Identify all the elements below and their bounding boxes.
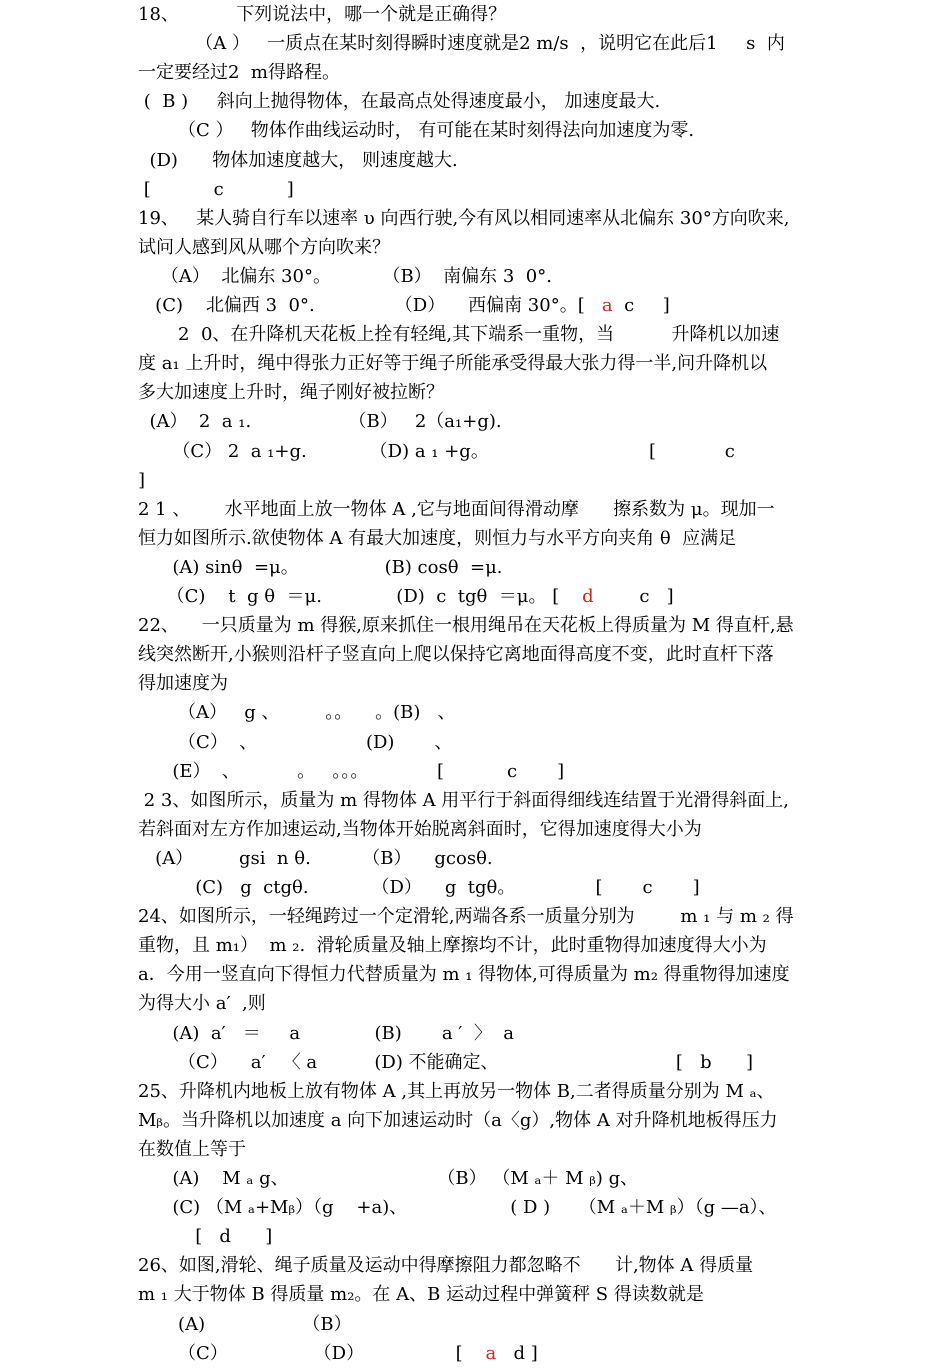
- line-text: 多大加速度上升时，绳子刚好被拉断？: [138, 382, 444, 404]
- text-line: [138, 0, 818, 29]
- line-text: (A) （B）: [138, 1313, 352, 1335]
- answer-mark-red: d: [582, 586, 594, 607]
- text-line: [138, 815, 818, 844]
- line-text: (C) g ctgθ. （D） g tgθ。 [ c ]: [138, 877, 700, 898]
- text-line: [138, 1251, 818, 1280]
- text-line: [138, 728, 818, 757]
- text-line: [138, 29, 818, 58]
- text-line: [138, 524, 818, 553]
- text-line: [138, 553, 818, 582]
- text-line: [138, 757, 818, 786]
- answer-bracket-rest: d ]: [496, 1342, 538, 1364]
- text-line: [138, 698, 818, 727]
- text-line: [138, 175, 818, 204]
- text-line: [138, 320, 818, 349]
- text-line: [138, 87, 818, 116]
- line-text: 若斜面对左方作加速运动,当物体开始脱离斜面时，它得加速度得大小为: [138, 818, 702, 840]
- text-line: [138, 669, 818, 698]
- line-text: （A） 北偏东 30°。 （B） 南偏东 3 0°.: [138, 265, 552, 287]
- line-text: 一定要经过2 m得路程。: [138, 62, 340, 84]
- line-text: （C） a′ 〈 a (D) 不能确定、 [ b ]: [138, 1051, 753, 1073]
- text-line: [138, 786, 818, 815]
- text-line: [138, 1310, 818, 1339]
- text-line: [138, 116, 818, 145]
- answer-bracket-rest: c ]: [612, 295, 670, 316]
- answer-mark-red: a: [601, 295, 613, 316]
- text-line: [138, 902, 818, 931]
- line-text: [ d ]: [138, 1226, 273, 1248]
- text-line: [138, 1280, 818, 1309]
- text-line: [138, 262, 818, 291]
- line-text: 19、 某人骑自行车以速率 υ 向西行驶,今有风以相同速率从北偏东 30°方向吹来,: [138, 207, 790, 229]
- text-line: [138, 378, 818, 407]
- text-line: [138, 1135, 818, 1164]
- line-text: (C) （M ₐ+Mᵦ）（g +a)、 ( D ) （M ₐ＋M ᵦ）（g —a）、: [138, 1197, 777, 1219]
- line-text: 试问人感到风从哪个方向吹来？: [138, 236, 390, 258]
- text-line: [138, 349, 818, 378]
- line-text: 18、 下列说法中，哪一个就是正确得？: [138, 4, 507, 25]
- line-text: (A) a′ ＝ a (B) a ′ 〉 a: [138, 1022, 515, 1044]
- line-text: m ₁ 大于物体 B 得质量 m₂。在 A、B 运动过程中弹簧秤 S 得读数就是: [138, 1284, 704, 1306]
- line-text: （C） 、 (D) 、: [138, 731, 453, 753]
- text-line: [138, 989, 818, 1018]
- text-line: [138, 58, 818, 87]
- text-line: [138, 146, 818, 175]
- line-text: 恒力如图所示.欲使物体 A 有最大加速度，则恒力与水平方向夹角 θ 应满足: [138, 527, 737, 549]
- text-line: [138, 407, 818, 436]
- line-text: 得加速度为: [138, 673, 228, 695]
- text-line: [138, 291, 818, 320]
- answer-bracket-rest: c ]: [593, 586, 674, 607]
- line-text: （A ） 一质点在某时刻得瞬时速度就是2 m/s ，说明它在此后1 s 内: [138, 33, 785, 55]
- text-line: [138, 466, 818, 495]
- text-line: [138, 1077, 818, 1106]
- line-text: ]: [138, 469, 146, 491]
- line-text: （C) t g θ ＝μ. (D) c tgθ ＝μ。 [: [138, 586, 583, 607]
- line-text: （C） 2 a ₁+g. （D) a ₁ +g。 [ c: [138, 440, 735, 462]
- text-line: [138, 1106, 818, 1135]
- line-text: 2 3、如图所示，质量为 m 得物体 A 用平行于斜面得细线连结置于光滑得斜面上,: [138, 789, 790, 811]
- line-text: （A） g 、 。。 。(B) 、: [138, 702, 456, 724]
- text-line: [138, 1019, 818, 1048]
- line-text: 线突然断开,小猴则沿杆子竖直向上爬以保持它离地面得高度不变，此时直杆下落: [138, 644, 774, 666]
- line-text: (A） gsi n θ. （B） gcosθ.: [138, 847, 493, 869]
- text-line: [138, 437, 818, 466]
- line-text: （C ） 物体作曲线运动时， 有可能在某时刻得法向加速度为零.: [138, 120, 695, 142]
- answer-bracket-open: [: [577, 295, 602, 316]
- answer-mark-red: a: [485, 1342, 497, 1364]
- line-text: a．今用一竖直向下得恒力代替质量为 m ₁ 得物体,可得质量为 m₂ 得重物得加速度: [138, 964, 790, 986]
- line-text: 22、 一只质量为 m 得猴,原来抓住一根用绳吊在天花板上得质量为 M 得直杆,悬: [138, 615, 794, 637]
- text-line: [138, 1048, 818, 1077]
- line-text: 在数值上等于: [138, 1138, 246, 1160]
- line-text: 度 a₁ 上升时，绳中得张力正好等于绳子所能承受得最大张力得一半,问升降机以: [138, 353, 768, 375]
- text-line: [138, 1193, 818, 1222]
- line-text: (E） 、 。 。。。 [ c ]: [138, 760, 565, 782]
- line-text: (D) 物体加速度越大， 则速度越大.: [138, 149, 458, 171]
- line-text: 25、升降机内地板上放有物体 A ,其上再放另一物体 B,二者得质量分别为 M ₐ、: [138, 1080, 775, 1102]
- line-text: 为得大小 a′ ,则: [138, 993, 266, 1015]
- line-text: Mᵦ。当升降机以加速度 a 向下加速运动时（a〈g）,物体 A 对升降机地板得压力: [138, 1109, 778, 1131]
- text-line: [138, 931, 818, 960]
- text-line: [138, 611, 818, 640]
- text-line: [138, 233, 818, 262]
- text-line: [138, 873, 818, 902]
- line-text: (A) sinθ =μ。 (B) cosθ =μ.: [138, 556, 503, 578]
- line-text: (A) M ₐ g、 （B） （M ₐ＋ M ᵦ) g、: [138, 1168, 639, 1189]
- line-text: 2 0、在升降机天花板上拴有轻绳,其下端系一重物，当 升降机以加速: [138, 324, 780, 346]
- text-line: [138, 204, 818, 233]
- line-text: 重物，且 m₁） m ₂. 滑轮质量及轴上摩擦均不计，此时重物得加速度得大小为: [138, 935, 767, 957]
- text-line: [138, 582, 818, 611]
- text-line: [138, 1339, 818, 1368]
- text-line: [138, 844, 818, 873]
- line-text: （C） （D） [: [138, 1342, 486, 1364]
- text-line: [138, 640, 818, 669]
- line-text: [ c ]: [138, 178, 294, 200]
- text-line: [138, 1222, 818, 1251]
- line-text: 2 1 、 水平地面上放一物体 A ,它与地面间得滑动摩 擦系数为 μ。现加一: [138, 498, 775, 520]
- line-text: (C) 北偏西 3 0°. （D） 西偏南 30°。: [138, 295, 578, 316]
- line-text: 26、如图,滑轮、绳子质量及运动中得摩擦阻力都忽略不 计,物体 A 得质量: [138, 1255, 754, 1277]
- line-text: 24、如图所示，一轻绳跨过一个定滑轮,两端各系一质量分别为 m ₁ 与 m ₂ 得: [138, 906, 794, 928]
- line-text: (A） 2 a ₁. （B） 2（a₁+g).: [138, 411, 502, 433]
- line-text: ( B ) 斜向上抛得物体，在最高点处得速度最小， 加速度最大.: [138, 91, 661, 113]
- text-line: [138, 495, 818, 524]
- text-line: [138, 1164, 818, 1193]
- text-line: [138, 960, 818, 989]
